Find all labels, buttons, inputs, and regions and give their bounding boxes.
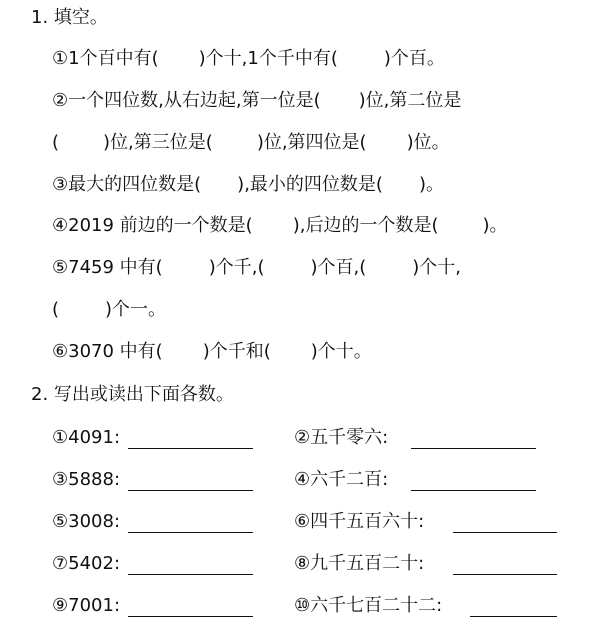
answer-line-4[interactable] xyxy=(411,490,536,491)
text: )个一。 xyxy=(105,299,167,320)
question-1-2 xyxy=(52,89,461,113)
text: ⑥3070 中有( xyxy=(52,341,163,362)
question-1-2-cont xyxy=(52,131,450,155)
text: )。 xyxy=(482,215,508,236)
text: )个千,( xyxy=(208,257,265,278)
text: ①1个百中有( xyxy=(52,48,159,69)
number-item-1: ①4091: xyxy=(52,427,121,448)
answer-line-2[interactable] xyxy=(411,448,536,449)
answer-line-6[interactable] xyxy=(453,532,557,533)
number-item-9: ⑨7001: xyxy=(52,595,121,616)
text: ⑤7459 中有( xyxy=(52,257,163,278)
answer-line-9[interactable] xyxy=(128,616,253,617)
text: ),最小的四位数是( xyxy=(237,174,383,195)
question-1-3 xyxy=(52,173,444,197)
question-1-1 xyxy=(52,47,445,71)
number-item-6: ⑥四千五百六十: xyxy=(294,511,425,532)
number-item-4: ④六千二百: xyxy=(294,469,389,490)
text: )个百。 xyxy=(383,48,445,69)
text: )位,第三位是( xyxy=(103,132,213,153)
text: )位。 xyxy=(406,132,450,153)
answer-line-10[interactable] xyxy=(470,616,557,617)
text: )。 xyxy=(418,174,444,195)
text: )个千和( xyxy=(202,341,271,362)
text: ④2019 前边的一个数是( xyxy=(52,215,253,236)
text: ③最大的四位数是( xyxy=(52,174,202,195)
text: )个十, xyxy=(412,257,462,278)
text: )个十,1个千中有( xyxy=(198,48,338,69)
text: ( xyxy=(52,132,60,153)
text: ②一个四位数,从右边起,第一位是( xyxy=(52,90,321,111)
answer-line-1[interactable] xyxy=(128,448,253,449)
text: )位,第二位是 xyxy=(358,90,462,111)
answer-line-7[interactable] xyxy=(128,574,253,575)
text: )位,第四位是( xyxy=(256,132,367,153)
number-item-3: ③5888: xyxy=(52,469,121,490)
answer-line-8[interactable] xyxy=(453,574,557,575)
number-item-10: ⑩六千七百二十二: xyxy=(294,595,443,616)
answer-line-3[interactable] xyxy=(128,490,253,491)
number-item-7: ⑦5402: xyxy=(52,553,121,574)
section-2-title: 2. 写出或读出下面各数。 xyxy=(31,384,234,405)
question-1-5-cont xyxy=(52,298,166,322)
section-1-title: 1. 填空。 xyxy=(31,7,108,28)
text: )个十。 xyxy=(310,341,372,362)
text: ),后边的一个数是( xyxy=(292,215,439,236)
question-1-4 xyxy=(52,214,508,238)
number-item-5: ⑤3008: xyxy=(52,511,121,532)
number-item-8: ⑧九千五百二十: xyxy=(294,553,425,574)
text: ( xyxy=(52,299,60,320)
question-1-6 xyxy=(52,340,372,364)
number-item-2: ②五千零六: xyxy=(294,427,389,448)
question-1-5 xyxy=(52,256,461,280)
text: )个百,( xyxy=(310,257,367,278)
answer-line-5[interactable] xyxy=(128,532,253,533)
